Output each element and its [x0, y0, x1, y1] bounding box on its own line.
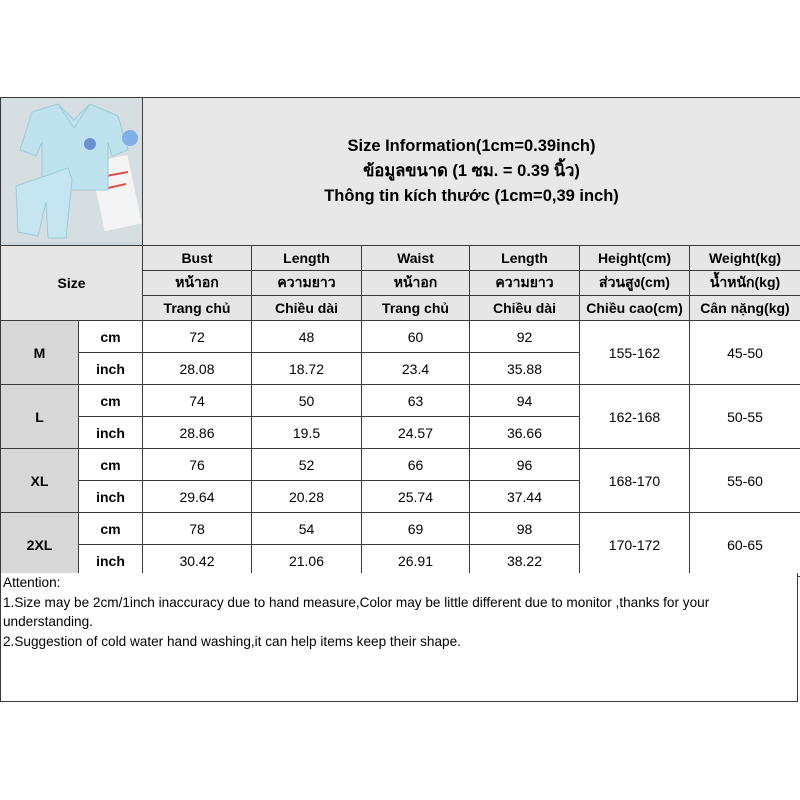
- table-cell: 23.4: [362, 353, 470, 385]
- notes-line-1: 1.Size may be 2cm/1inch inaccuracy due to hand measure,Color may be little different due to monitor ,thanks for your understanding.: [3, 594, 710, 629]
- unit-cm: cm: [79, 449, 143, 481]
- col-weight-th: น้ำหนัก(kg): [690, 271, 800, 296]
- weight-range: 50-55: [690, 385, 800, 449]
- title-english: Size Information(1cm=0.39inch): [347, 137, 596, 155]
- col-length2-vi: Chiều dài: [470, 296, 580, 321]
- table-cell: 74: [143, 385, 252, 417]
- col-height-vi: Chiều cao(cm): [580, 296, 690, 321]
- col-weight-vi: Cân nặng(kg): [690, 296, 800, 321]
- height-range: 168-170: [580, 449, 690, 513]
- size-l-label: L: [1, 385, 79, 449]
- col-waist-vi: Trang chủ: [362, 296, 470, 321]
- title-block: [143, 98, 800, 246]
- table-cell: 24.57: [362, 417, 470, 449]
- unit-cm: cm: [79, 385, 143, 417]
- table-cell: 54: [252, 513, 362, 545]
- col-bust-vi: Trang chủ: [143, 296, 252, 321]
- unit-inch: inch: [79, 353, 143, 385]
- table-cell: 98: [470, 513, 580, 545]
- size-xl-label: XL: [1, 449, 79, 513]
- col-height-th: ส่วนสูง(cm): [580, 271, 690, 296]
- unit-inch: inch: [79, 417, 143, 449]
- col-weight-en: Weight(kg): [690, 246, 800, 271]
- notes-line-2: 2.Suggestion of cold water hand washing,it can help items keep their shape.: [3, 633, 461, 649]
- table-cell: 60: [362, 321, 470, 353]
- weight-range: 55-60: [690, 449, 800, 513]
- height-range: 162-168: [580, 385, 690, 449]
- col-bust-th: หน้าอก: [143, 271, 252, 296]
- table-cell: 96: [470, 449, 580, 481]
- col-length-vi: Chiều dài: [252, 296, 362, 321]
- table-cell: 30.42: [143, 545, 252, 577]
- table-cell: 28.86: [143, 417, 252, 449]
- table-cell: 29.64: [143, 481, 252, 513]
- table-cell: 36.66: [470, 417, 580, 449]
- product-photo: [1, 98, 143, 246]
- notes-heading: Attention:: [3, 575, 61, 590]
- title-vietnamese: Thông tin kích thước (1cm=0,39 inch): [324, 187, 619, 205]
- attention-notes: [0, 573, 798, 702]
- table-cell: 50: [252, 385, 362, 417]
- unit-cm: cm: [79, 321, 143, 353]
- col-height-en: Height(cm): [580, 246, 690, 271]
- unit-cm: cm: [79, 513, 143, 545]
- table-cell: 72: [143, 321, 252, 353]
- col-length-th: ความยาว: [252, 271, 362, 296]
- table-cell: 63: [362, 385, 470, 417]
- col-length2-th: ความยาว: [470, 271, 580, 296]
- table-cell: 38.22: [470, 545, 580, 577]
- size-table: [0, 97, 800, 577]
- table-cell: 26.91: [362, 545, 470, 577]
- size-2xl-label: 2XL: [1, 513, 79, 577]
- col-waist-en: Waist: [362, 246, 470, 271]
- unit-inch: inch: [79, 481, 143, 513]
- table-cell: 19.5: [252, 417, 362, 449]
- weight-range: 60-65: [690, 513, 800, 577]
- size-chart: [0, 97, 800, 703]
- table-cell: 20.28: [252, 481, 362, 513]
- table-cell: 69: [362, 513, 470, 545]
- table-cell: 37.44: [470, 481, 580, 513]
- pajama-set-illustration: [2, 98, 142, 242]
- table-cell: 94: [470, 385, 580, 417]
- table-cell: 76: [143, 449, 252, 481]
- table-cell: 21.06: [252, 545, 362, 577]
- table-cell: 35.88: [470, 353, 580, 385]
- weight-range: 45-50: [690, 321, 800, 385]
- unit-inch: inch: [79, 545, 143, 577]
- table-cell: 25.74: [362, 481, 470, 513]
- table-cell: 52: [252, 449, 362, 481]
- height-range: 170-172: [580, 513, 690, 577]
- table-cell: 18.72: [252, 353, 362, 385]
- size-m-label: M: [1, 321, 79, 385]
- col-length-en: Length: [252, 246, 362, 271]
- size-header: Size: [1, 246, 143, 321]
- table-cell: 92: [470, 321, 580, 353]
- table-cell: 48: [252, 321, 362, 353]
- col-bust-en: Bust: [143, 246, 252, 271]
- col-length2-en: Length: [470, 246, 580, 271]
- table-cell: 66: [362, 449, 470, 481]
- table-cell: 78: [143, 513, 252, 545]
- title-thai: ข้อมูลขนาด (1 ซม. = 0.39 นิ้ว): [363, 162, 580, 180]
- table-cell: 28.08: [143, 353, 252, 385]
- col-waist-th: หน้าอก: [362, 271, 470, 296]
- height-range: 155-162: [580, 321, 690, 385]
